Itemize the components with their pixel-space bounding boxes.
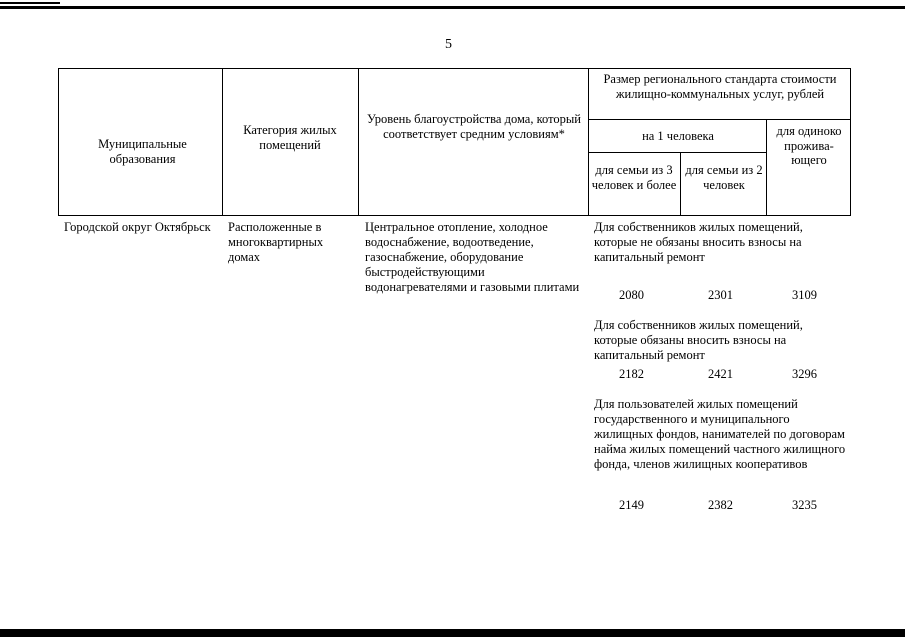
group-2-values (0, 367, 905, 383)
row-level: Центральное отопление, холодное водоснабжение, водоотведение, газоснабжение, оборудование быстродействующими водонагревателями и газовыми плитами (365, 220, 580, 294)
top-rule (0, 6, 905, 9)
group-2-value-single: 3296 (792, 367, 817, 381)
col-divider-3 (588, 68, 589, 216)
col-divider-2 (358, 68, 359, 216)
table-right-border (850, 68, 851, 216)
header-standard: Размер регионального стандарта стоимости жилищно-коммунальных услуг, рублей (603, 72, 837, 101)
group-3-value-single: 3235 (792, 498, 817, 512)
group-3-label: Для пользователей жилых помещений государственного и муниципального жилищных фондов, нанимателей по договорам найма жилых помещений частного жилищного фонда, членов жилищных кооперативов (594, 397, 846, 471)
header-municipality: Муниципальные образования (98, 137, 187, 166)
table-top-border (58, 68, 850, 69)
col-divider-5 (766, 119, 767, 216)
row-municipality: Городской округ Октябрьск (64, 220, 211, 234)
header-per-person: на 1 человека (642, 129, 714, 143)
header-level: Уровень благоустройства дома, который соответствует средним условиям* (367, 112, 581, 141)
standard-sub-border (588, 119, 850, 120)
col-divider-1 (222, 68, 223, 216)
header-category: Категория жилых помещений (243, 123, 337, 152)
header-bottom-border (58, 215, 850, 216)
group-1-value-family2: 2301 (708, 288, 733, 302)
group-2-value-family2: 2421 (708, 367, 733, 381)
group-2-label: Для собственников жилых помещений, которые обязаны вносить взносы на капитальный ремонт (594, 318, 803, 362)
group-1-value-single: 3109 (792, 288, 817, 302)
group-3-value-family2: 2382 (708, 498, 733, 512)
group-1-label: Для собственников жилых помещений, которые не обязаны вносить взносы на капитальный ремонт (594, 220, 803, 264)
table-left-border (58, 68, 59, 216)
row-category: Расположенные в многоквартирных домах (228, 220, 324, 264)
page-number: 5 (445, 37, 452, 52)
group-1-values (0, 288, 905, 304)
header-family2: для семьи из 2 человек (685, 163, 763, 192)
bottom-rule (0, 629, 905, 637)
col-divider-4 (680, 152, 681, 216)
top-dash-rule (0, 2, 60, 4)
per-person-sub-border (588, 152, 766, 153)
group-3-value-family3: 2149 (619, 498, 644, 512)
header-family3: для семьи из 3 человек и более (591, 163, 677, 192)
group-3-values (0, 498, 905, 514)
group-1-value-family3: 2080 (619, 288, 644, 302)
group-2-value-family3: 2182 (619, 367, 644, 381)
header-single: для одиноко прожива-ющего (776, 124, 842, 167)
